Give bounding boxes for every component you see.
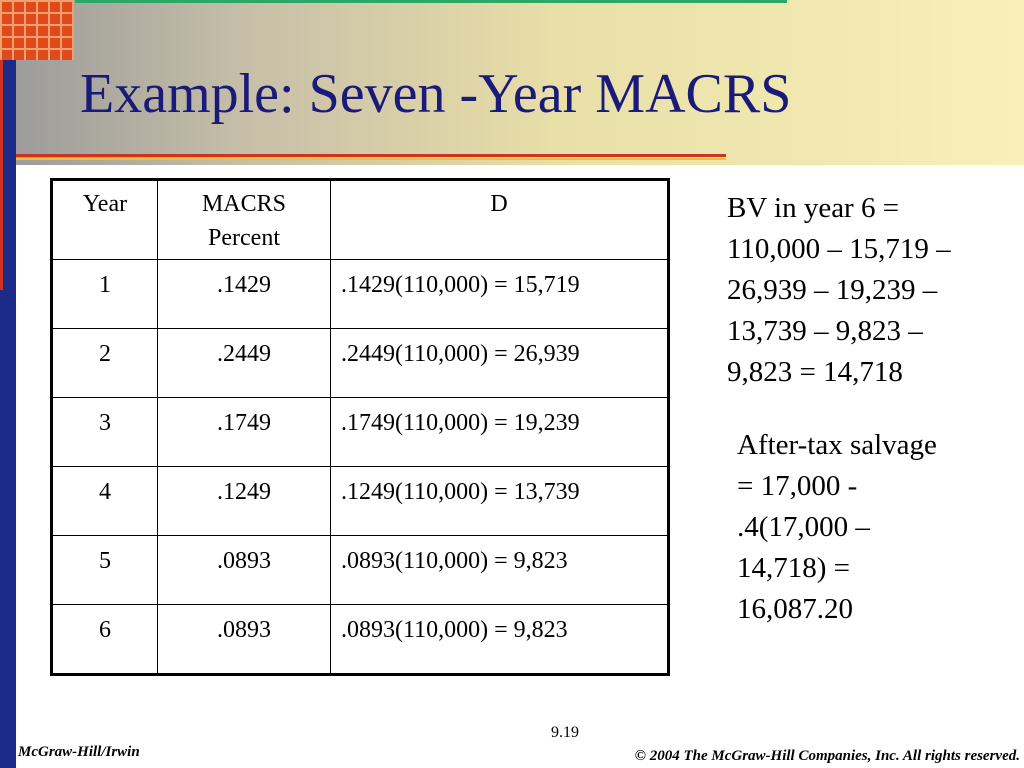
note-line: After-tax salvage [737, 429, 937, 461]
cell-year: 2 [52, 329, 158, 398]
note-line: 9,823 = 14,718 [727, 356, 903, 388]
table-header-row [52, 180, 669, 260]
page-number: 9.19 [551, 724, 579, 741]
note-line: .4(17,000 – [737, 511, 870, 543]
cell-depreciation: .0893(110,000) = 9,823 [331, 536, 669, 605]
note-line: BV in year 6 = [727, 192, 900, 224]
title-underline-secondary [16, 158, 726, 160]
cell-depreciation: .1249(110,000) = 13,739 [331, 467, 669, 536]
cell-percent: .0893 [158, 536, 331, 605]
note-line: 16,087.20 [737, 593, 853, 625]
table-row [52, 605, 669, 675]
publisher-label: McGraw-Hill/Irwin [18, 744, 140, 760]
table-row [52, 260, 669, 329]
cell-percent: .1249 [158, 467, 331, 536]
cell-year: 5 [52, 536, 158, 605]
cell-depreciation: .1429(110,000) = 15,719 [331, 260, 669, 329]
header-macrs-percent: MACRS Percent [158, 180, 331, 260]
cell-depreciation: .1749(110,000) = 19,239 [331, 398, 669, 467]
table-row [52, 398, 669, 467]
decorative-grid-square [0, 0, 74, 60]
header-year: Year [52, 180, 158, 260]
cell-percent: .0893 [158, 605, 331, 675]
note-line: 14,718) = [737, 552, 851, 584]
slide-title: Example: Seven -Year MACRS [80, 63, 792, 125]
cell-percent: .2449 [158, 329, 331, 398]
left-accent-red-stripe [0, 60, 3, 290]
cell-year: 6 [52, 605, 158, 675]
cell-percent: .1749 [158, 398, 331, 467]
book-value-note [727, 188, 1017, 393]
table-row [52, 536, 669, 605]
header-depreciation: D [331, 180, 669, 260]
macrs-table [50, 178, 670, 676]
cell-year: 3 [52, 398, 158, 467]
table-row [52, 467, 669, 536]
header-top-line [75, 0, 787, 3]
note-line: 110,000 – 15,719 – [727, 233, 951, 265]
cell-depreciation: .0893(110,000) = 9,823 [331, 605, 669, 675]
table-row [52, 329, 669, 398]
note-line: 13,739 – 9,823 – [727, 315, 923, 347]
copyright-notice: © 2004 The McGraw-Hill Companies, Inc. All rights reserved. [634, 748, 1020, 764]
note-line: 26,939 – 19,239 – [727, 274, 938, 306]
after-tax-salvage-note [737, 425, 987, 630]
cell-year: 1 [52, 260, 158, 329]
note-line: = 17,000 - [737, 470, 858, 502]
cell-percent: .1429 [158, 260, 331, 329]
cell-depreciation: .2449(110,000) = 26,939 [331, 329, 669, 398]
cell-year: 4 [52, 467, 158, 536]
title-underline [16, 154, 726, 157]
